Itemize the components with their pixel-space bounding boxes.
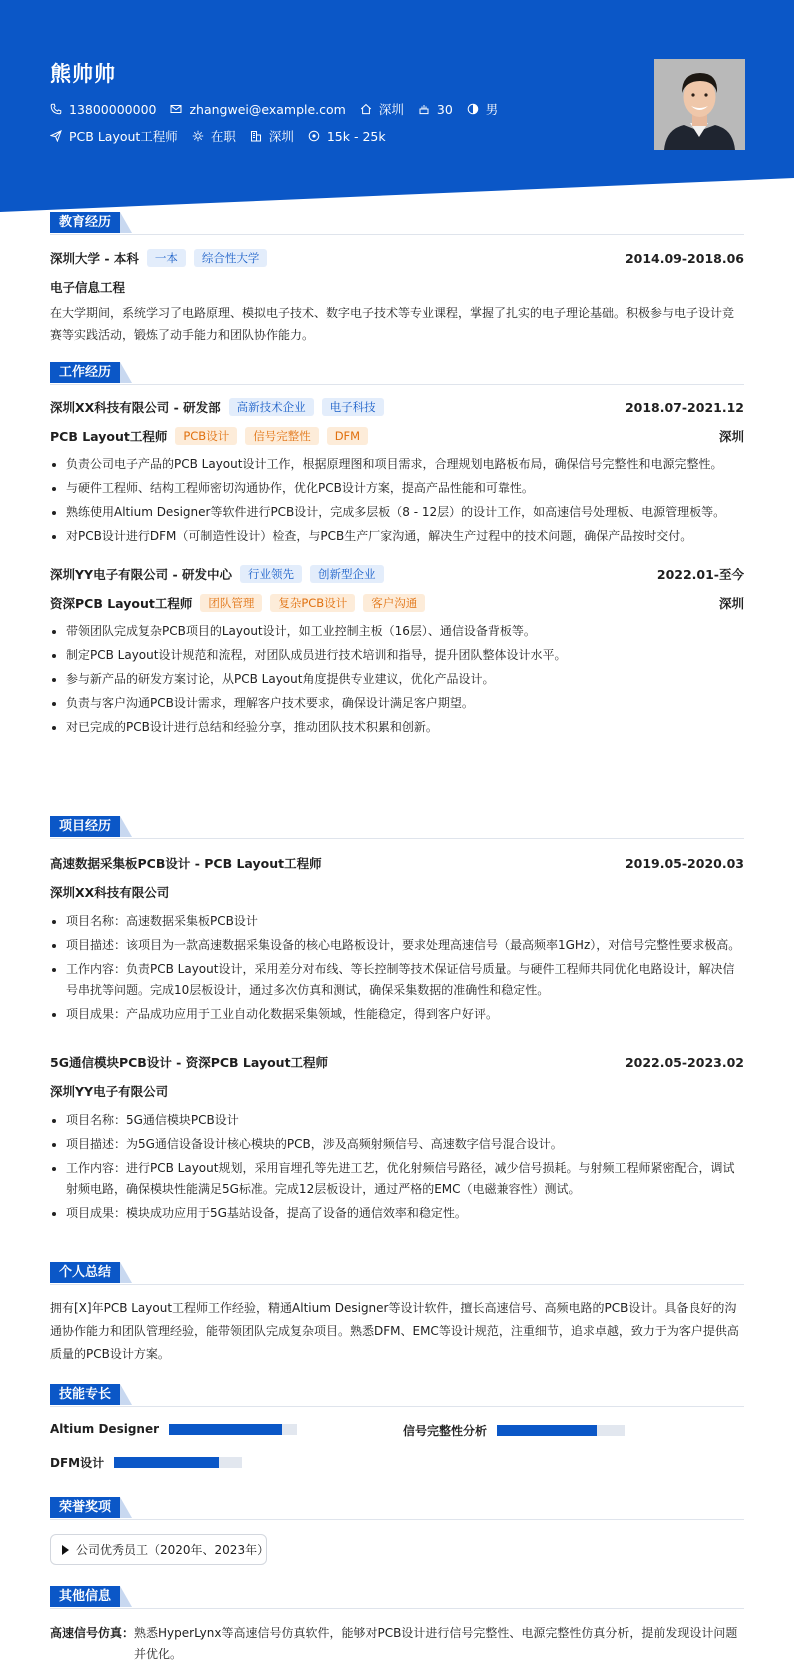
job-date: 2018.07-2021.12	[624, 399, 744, 415]
title-arrow-decoration	[120, 1586, 132, 1607]
list-item: 工作内容：进行PCB Layout规划，采用盲埋孔等先进工艺，优化射频信号路径，减少信号损耗。与射频工程师紧密配合，调试射频电路，确保模块性能满足5G标准。完成12层板设计，通过严格的EMC（电磁兼容性）测试。	[50, 1158, 744, 1200]
other-info-label: 高速信号仿真：	[50, 1626, 135, 1640]
position-row	[50, 594, 744, 612]
section-title-label: 技能专长	[50, 1384, 120, 1405]
skill-name: DFM设计	[50, 1456, 105, 1470]
job-date: 2022.01-至今	[656, 567, 744, 582]
salary-text: 15k - 25k	[326, 128, 386, 144]
honors-section-title	[50, 1497, 744, 1520]
education-header-row	[50, 249, 744, 267]
gender-item	[467, 100, 499, 118]
job-duties-list	[50, 621, 744, 738]
section-title-label: 荣誉奖项	[50, 1497, 120, 1518]
list-item: 负责与客户沟通PCB设计需求，理解客户技术要求，确保设计满足客户期望。	[50, 693, 744, 714]
summary-section	[50, 1262, 744, 1361]
section-divider	[50, 1406, 744, 1407]
list-item: 项目名称：高速数据采集板PCB设计	[50, 911, 744, 932]
job-intent-row	[50, 127, 400, 145]
company-name: 深圳XX科技有限公司 - 研发部	[50, 400, 221, 415]
summary-text: 拥有[X]年PCB Layout工程师工作经验，精通Altium Designer等设计软件，擅长高速信号、高频电路的PCB设计。具备良好的沟通协作能力和团队管理经验，能带领团队完成复杂项目。熟悉DFM、EMC等设计规范，注重细节，追求卓越，致力于为客户提供高质量的PCB设计方案。	[50, 1301, 739, 1361]
skill-tag: 信号完整性	[245, 427, 319, 445]
skills-section	[50, 1384, 744, 1470]
education-section	[50, 212, 744, 342]
project-date: 2022.05-2023.02	[624, 1054, 744, 1070]
honor-item[interactable]	[50, 1534, 270, 1565]
email-icon	[170, 103, 182, 115]
position-row	[50, 427, 744, 445]
project-header-row	[50, 854, 744, 872]
title-arrow-decoration	[120, 1262, 132, 1283]
list-item: 项目成果：产品成功应用于工业自动化数据采集领域，性能稳定，得到客户好评。	[50, 1004, 744, 1025]
title-arrow-decoration	[120, 816, 132, 837]
section-divider	[50, 1519, 744, 1520]
company-name: 深圳YY电子有限公司 - 研发中心	[50, 567, 232, 582]
projects-section-title	[50, 816, 744, 839]
project-company-row	[50, 1082, 744, 1100]
project-date: 2019.05-2020.03	[624, 855, 744, 871]
work-section-title	[50, 362, 744, 385]
job-city: 深圳	[718, 596, 744, 611]
section-divider	[50, 234, 744, 235]
resume-header	[0, 0, 794, 212]
major-name: 电子信息工程	[50, 280, 126, 295]
gender-text: 男	[485, 102, 499, 117]
skill-tag: PCB设计	[175, 427, 237, 445]
project-company: 深圳XX科技有限公司	[50, 885, 170, 900]
job-title-item	[50, 127, 178, 145]
projects-section	[50, 816, 744, 1220]
position-name: 资深PCB Layout工程师	[50, 596, 193, 611]
phone-text: 13800000000	[69, 101, 157, 117]
age-text: 30	[436, 101, 453, 117]
skill-tag: 客户沟通	[363, 594, 425, 612]
building-icon	[250, 130, 262, 142]
company-tag: 创新型企业	[310, 565, 384, 583]
home-city-text: 深圳	[378, 102, 404, 117]
list-item: 项目描述：为5G通信设备设计核心模块的PCB，涉及高频射频信号、高速数字信号混合设计。	[50, 1134, 744, 1155]
project-header-row	[50, 1053, 744, 1071]
section-title-label: 教育经历	[50, 212, 120, 233]
section-title-label: 项目经历	[50, 816, 120, 837]
profile-photo	[654, 59, 745, 150]
other-info-row	[50, 1623, 744, 1665]
status-text: 在职	[210, 129, 236, 144]
salary-item	[308, 129, 386, 144]
position-name: PCB Layout工程师	[50, 429, 168, 444]
skill-item	[50, 1454, 242, 1471]
skills-section-title	[50, 1384, 744, 1407]
job-header-row	[50, 565, 744, 583]
skill-item	[50, 1422, 297, 1436]
contact-row	[50, 100, 512, 118]
list-item: 对已完成的PCB设计进行总结和经验分享，推动团队技术积累和创新。	[50, 717, 744, 738]
status-item	[192, 127, 236, 145]
list-item: 熟练使用Altium Designer等软件进行PCB设计，完成多层板（8 - 12层）的设计工作，如高速信号处理板、电源管理板等。	[50, 502, 744, 523]
project-name: 5G通信模块PCB设计 - 资深PCB Layout工程师	[50, 1055, 329, 1070]
list-item: 工作内容：负责PCB Layout设计，采用差分对布线、等长控制等技术保证信号质量。与硬件工程师共同优化电路设计，解决信号串扰等问题。完成10层板设计，通过多次仿真和测试，确保采集数据的准确性和稳定性。	[50, 959, 744, 1001]
other-section-title	[50, 1586, 744, 1609]
email-item	[170, 102, 345, 117]
summary-section-title	[50, 1262, 744, 1285]
section-title-label: 工作经历	[50, 362, 120, 383]
list-item: 负责公司电子产品的PCB Layout设计工作，根据原理图和项目需求，合理规划电路板布局，确保信号完整性和电源完整性。	[50, 454, 744, 475]
email-text: zhangwei@example.com	[189, 101, 346, 117]
list-item: 制定PCB Layout设计规范和流程，对团队成员进行技术培训和指导，提升团队整体设计水平。	[50, 645, 744, 666]
skill-tag: DFM	[327, 427, 368, 445]
education-section-title	[50, 212, 744, 235]
section-title-label: 其他信息	[50, 1586, 120, 1607]
skill-name: 信号完整性分析	[403, 1424, 488, 1438]
phone-item	[50, 102, 156, 117]
work-city-text: 深圳	[268, 129, 294, 144]
skill-item	[403, 1422, 625, 1439]
skill-level-fill	[497, 1425, 597, 1436]
company-tag: 电子科技	[322, 398, 384, 416]
work-section	[50, 362, 744, 734]
company-tag: 行业领先	[240, 565, 302, 583]
title-arrow-decoration	[120, 362, 132, 383]
skill-tag: 团队管理	[200, 594, 262, 612]
title-arrow-decoration	[120, 1497, 132, 1518]
list-item: 与硬件工程师、结构工程师密切沟通协作，优化PCB设计方案，提高产品性能和可靠性。	[50, 478, 744, 499]
list-item: 对PCB设计进行DFM（可制造性设计）检查，与PCB生产厂家沟通，解决生产过程中的技术问题，确保产品按时交付。	[50, 526, 744, 547]
work-city-item	[250, 127, 294, 145]
skill-level-bar	[114, 1457, 242, 1468]
salary-coin-icon	[308, 130, 320, 142]
avatar-portrait	[654, 59, 745, 150]
section-divider	[50, 838, 744, 839]
home-city-item	[360, 100, 404, 118]
education-date: 2014.09-2018.06	[624, 250, 744, 266]
honor-text: 公司优秀员工（2020年、2023年）	[76, 1543, 270, 1557]
job-city: 深圳	[718, 429, 744, 444]
job-title-text: PCB Layout工程师	[69, 129, 178, 144]
skill-tag: 复杂PCB设计	[270, 594, 355, 612]
major-row	[50, 278, 744, 296]
skill-name: Altium Designer	[50, 1422, 160, 1436]
title-arrow-decoration	[120, 1384, 132, 1405]
list-item: 参与新产品的研发方案讨论，从PCB Layout角度提供专业建议，优化产品设计。	[50, 669, 744, 690]
home-icon	[360, 103, 372, 115]
other-section	[50, 1586, 744, 1661]
title-arrow-decoration	[120, 212, 132, 233]
expand-triangle-icon[interactable]	[62, 1545, 69, 1555]
school-tag: 一本	[147, 249, 186, 267]
school-name: 深圳大学 - 本科	[50, 251, 139, 266]
list-item: 项目名称：5G通信模块PCB设计	[50, 1110, 744, 1131]
list-item: 带领团队完成复杂PCB项目的Layout设计，如工业控制主板（16层）、通信设备背板等。	[50, 621, 744, 642]
skill-level-fill	[169, 1424, 282, 1435]
candidate-name: 熊帅帅	[50, 62, 116, 86]
project-company: 深圳YY电子有限公司	[50, 1084, 169, 1099]
age-item	[418, 102, 453, 117]
job-header-row	[50, 398, 744, 416]
cake-icon	[418, 103, 430, 115]
phone-icon	[50, 103, 62, 115]
list-item: 项目描述：该项目为一款高速数据采集设备的核心电路板设计，要求处理高速信号（最高频率1GHz），对信号完整性要求极高。	[50, 935, 744, 956]
gender-icon	[467, 103, 479, 115]
project-name: 高速数据采集板PCB设计 - PCB Layout工程师	[50, 856, 322, 871]
section-title-label: 个人总结	[50, 1262, 120, 1283]
job-duties-list	[50, 454, 744, 547]
section-divider	[50, 1608, 744, 1609]
project-company-row	[50, 883, 744, 901]
status-gear-icon	[192, 130, 204, 142]
section-divider	[50, 1284, 744, 1285]
other-info-text: 熟悉HyperLynx等高速信号仿真软件，能够对PCB设计进行信号完整性、电源完整性仿真分析，提前发现设计问题并优化。	[134, 1626, 738, 1661]
school-tag: 综合性大学	[194, 249, 268, 267]
send-icon	[50, 130, 62, 142]
skill-level-bar	[497, 1425, 625, 1436]
section-divider	[50, 384, 744, 385]
skill-level-bar	[169, 1424, 297, 1435]
skill-level-fill	[114, 1457, 219, 1468]
project-details-list	[50, 1110, 744, 1224]
company-tag: 高新技术企业	[229, 398, 314, 416]
project-details-list	[50, 911, 744, 1025]
honors-section	[50, 1497, 744, 1557]
list-item: 项目成果：模块成功应用于5G基站设备，提高了设备的通信效率和稳定性。	[50, 1203, 744, 1224]
education-description: 在大学期间，系统学习了电路原理、模拟电子技术、数字电子技术等专业课程，掌握了扎实的电子理论基础。积极参与电子设计竞赛等实践活动，锻炼了动手能力和团队协作能力。	[50, 306, 735, 342]
